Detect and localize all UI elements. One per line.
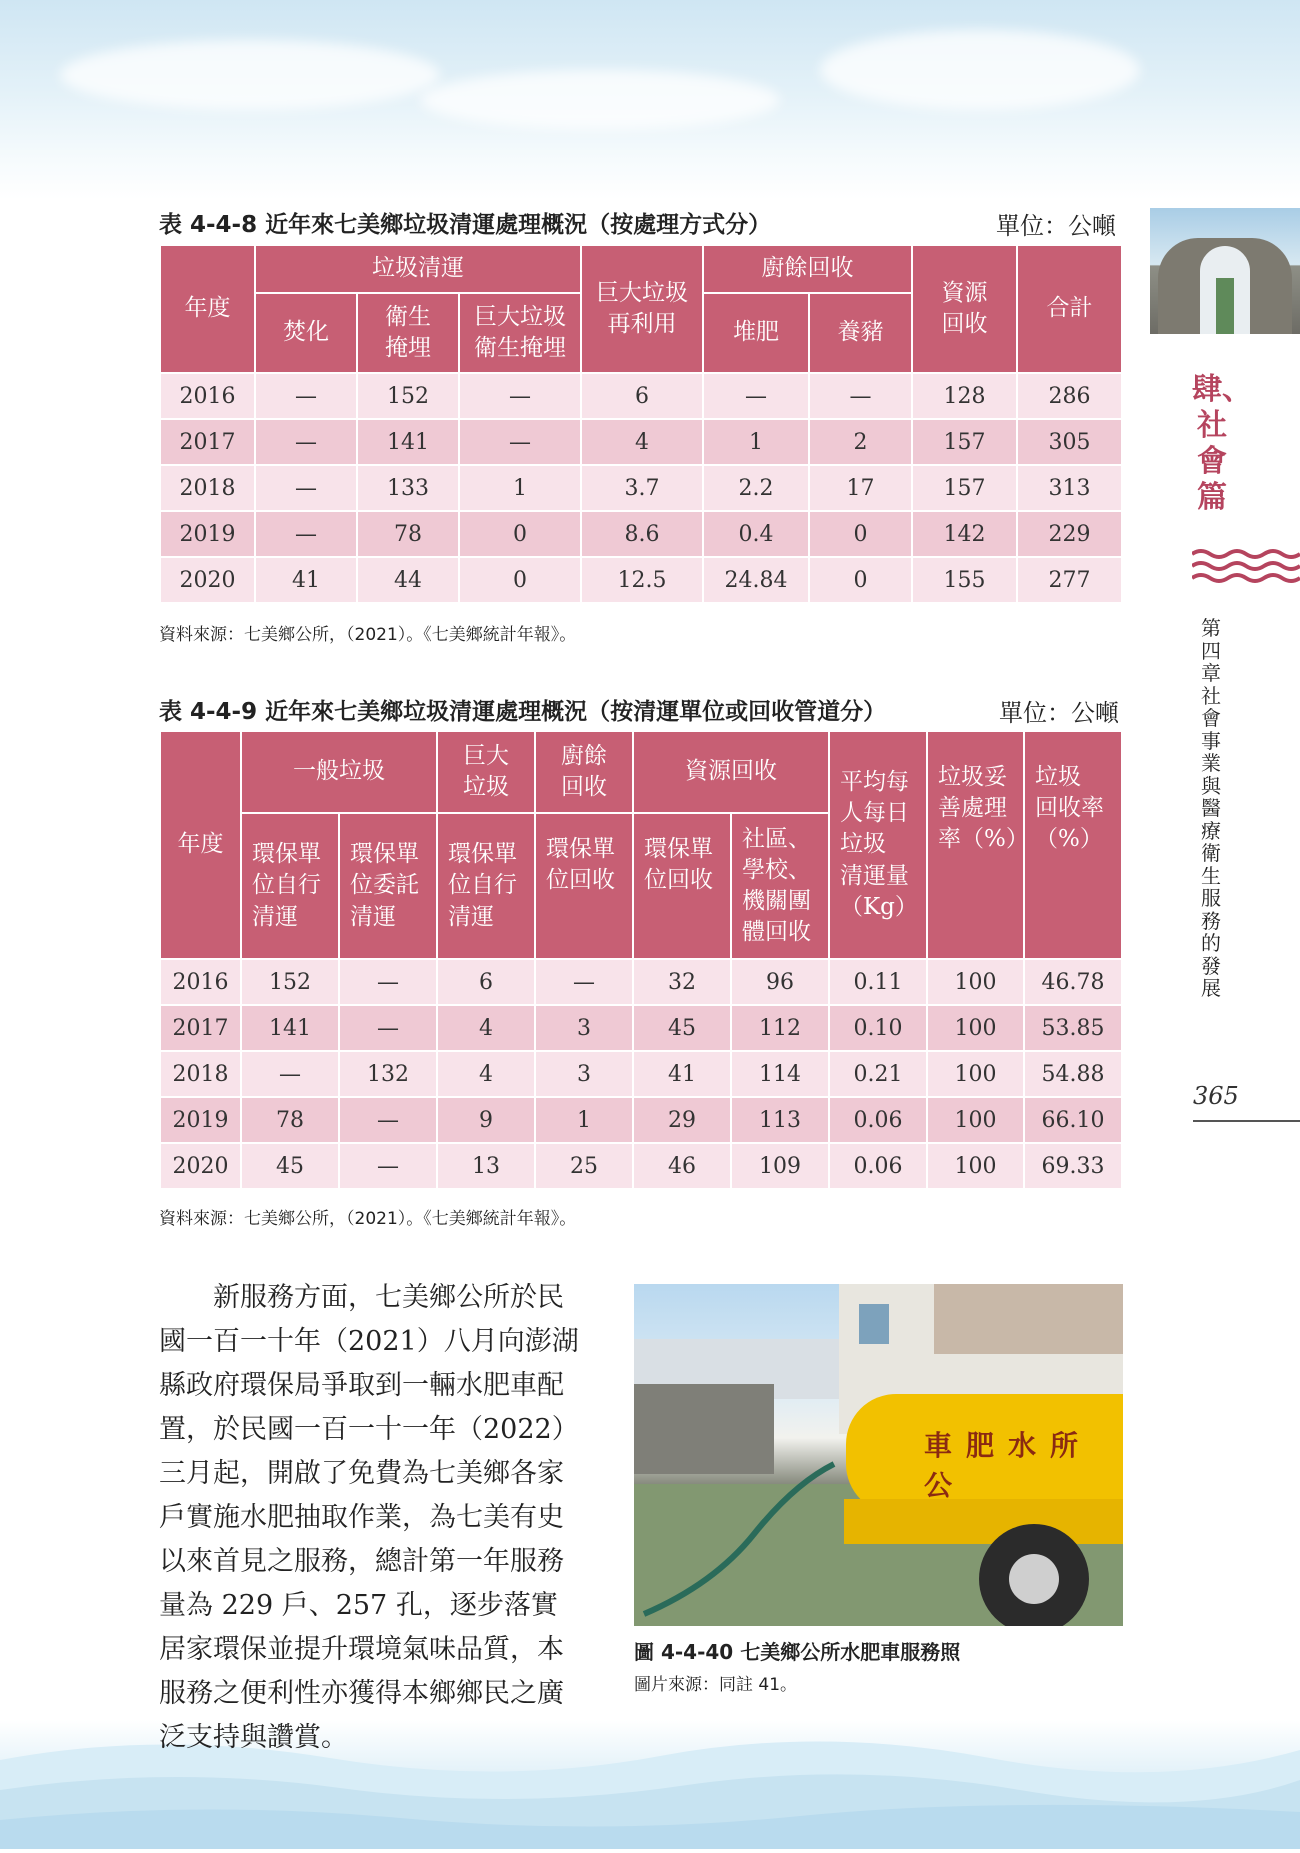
table-cell: 78 [357, 511, 459, 557]
table-cell: 305 [1017, 419, 1122, 465]
table-cell: 277 [1017, 557, 1122, 603]
table-cell: 4 [437, 1005, 535, 1051]
table2-header-resource: 資源回收 [633, 731, 829, 813]
table-cell: 114 [731, 1051, 829, 1097]
table-cell: 0 [809, 511, 912, 557]
figure-caption: 圖 4-4-40 七美鄉公所水肥車服務照 [634, 1640, 961, 1664]
table-cell: 2017 [160, 419, 255, 465]
table-cell: — [339, 1097, 437, 1143]
table-cell: — [255, 373, 357, 419]
table1-header-bulky-landfill: 巨大垃圾 衛生掩埋 [459, 293, 581, 373]
table1-caption: 表 4-4-8 近年來七美鄉垃圾清運處理概況（按處理方式分） [159, 212, 772, 238]
table-cell: 100 [927, 1143, 1024, 1189]
table-cell: 4 [581, 419, 703, 465]
table-cell: 45 [241, 1143, 339, 1189]
table-cell: 69.33 [1024, 1143, 1122, 1189]
table-cell: 2020 [160, 557, 255, 603]
table-cell: 128 [912, 373, 1017, 419]
table1-header-resource: 資源 回收 [912, 245, 1017, 373]
table-cell: 142 [912, 511, 1017, 557]
table-cell: 0 [459, 511, 581, 557]
table1-header-total: 合計 [1017, 245, 1122, 373]
table1-header-kitchen: 廚餘回收 [703, 245, 912, 293]
table-cell: 17 [809, 465, 912, 511]
table-cell: 286 [1017, 373, 1122, 419]
table-cell: 0.06 [829, 1143, 927, 1189]
table-row [160, 1143, 1122, 1189]
table-cell: 2018 [160, 465, 255, 511]
table1-header-compost: 堆肥 [703, 293, 809, 373]
table-cell: — [255, 511, 357, 557]
table-cell: — [339, 959, 437, 1005]
table-cell: 141 [357, 419, 459, 465]
table-cell: 0.06 [829, 1097, 927, 1143]
table-cell: 66.10 [1024, 1097, 1122, 1143]
table-cell: 3 [535, 1051, 633, 1097]
table1-header-landfill: 衛生 掩埋 [357, 293, 459, 373]
sky-background [0, 0, 1300, 200]
table-cell: 2019 [160, 1097, 241, 1143]
table-cell: 157 [912, 419, 1017, 465]
table1-source: 資料來源：七美鄉公所，（2021）。《七美鄉統計年報》。 [159, 625, 577, 645]
table2-header-recycle-rate: 垃圾 回收率 （%） [1024, 731, 1122, 959]
table-cell: 0 [459, 557, 581, 603]
table-cell: 157 [912, 465, 1017, 511]
sidebar-photo-stone-gate [1150, 208, 1300, 334]
table-cell: 78 [241, 1097, 339, 1143]
table-cell: 46 [633, 1143, 731, 1189]
divider [1193, 1120, 1300, 1122]
table2-header-proper-rate: 垃圾妥 善處理 率（%） [927, 731, 1024, 959]
table-cell: 2017 [160, 1005, 241, 1051]
table-cell: 96 [731, 959, 829, 1005]
table-cell: — [703, 373, 809, 419]
table-row [160, 959, 1122, 1005]
table-cell: — [255, 419, 357, 465]
table2-source: 資料來源：七美鄉公所，（2021）。《七美鄉統計年報》。 [159, 1209, 577, 1229]
table-cell: 29 [633, 1097, 731, 1143]
table2-unit: 單位：公噸 [999, 699, 1119, 727]
table-cell: 229 [1017, 511, 1122, 557]
table-cell: 41 [633, 1051, 731, 1097]
table-cell: — [809, 373, 912, 419]
table2 [159, 730, 1123, 1190]
table-cell: 2018 [160, 1051, 241, 1097]
table-row [160, 419, 1122, 465]
table-cell: 132 [339, 1051, 437, 1097]
table2-header-bulky-self: 環保單 位自行 清運 [437, 813, 535, 959]
truck-text: 車肥水所公 [924, 1429, 1093, 1502]
table-cell: — [459, 419, 581, 465]
table-row [160, 1051, 1122, 1097]
table-cell: 4 [437, 1051, 535, 1097]
table2-header-community: 社區、 學校、 機關團 體回收 [731, 813, 829, 959]
table2-header-general: 一般垃圾 [241, 731, 437, 813]
table-cell: — [339, 1143, 437, 1189]
table-cell: 53.85 [1024, 1005, 1122, 1051]
table-cell: 1 [535, 1097, 633, 1143]
table1-unit: 單位：公噸 [996, 212, 1116, 240]
table-cell: 152 [241, 959, 339, 1005]
table-cell: — [459, 373, 581, 419]
table-cell: 141 [241, 1005, 339, 1051]
table2-header-kitchen: 廚餘 回收 [535, 731, 633, 813]
table-cell: 46.78 [1024, 959, 1122, 1005]
table-cell: 0.11 [829, 959, 927, 1005]
table2-header-kitchen-unit: 環保單 位回收 [535, 813, 633, 959]
table1-header-bulky-reuse: 巨大垃圾 再利用 [581, 245, 703, 373]
table2-header-year: 年度 [160, 731, 241, 959]
table-cell: 25 [535, 1143, 633, 1189]
table-cell: 152 [357, 373, 459, 419]
table2-caption: 表 4-4-9 近年來七美鄉垃圾清運處理概況（按清運單位或回收管道分） [159, 699, 887, 725]
sewage-truck-photo [634, 1284, 1123, 1626]
table-cell: 1 [703, 419, 809, 465]
table1-header-garbage: 垃圾清運 [255, 245, 581, 293]
table-cell: 2020 [160, 1143, 241, 1189]
table-cell: — [255, 465, 357, 511]
table-cell: 2.2 [703, 465, 809, 511]
table2-header-commission: 環保單 位委託 清運 [339, 813, 437, 959]
table2-header-self-clean: 環保單 位自行 清運 [241, 813, 339, 959]
table-cell: 8.6 [581, 511, 703, 557]
table-cell: 109 [731, 1143, 829, 1189]
table2-header-bulky: 巨大 垃圾 [437, 731, 535, 813]
table-cell: 12.5 [581, 557, 703, 603]
table-cell: 3 [535, 1005, 633, 1051]
table-cell: 32 [633, 959, 731, 1005]
table1-header-incineration: 焚化 [255, 293, 357, 373]
table-cell: 2019 [160, 511, 255, 557]
table-cell: 54.88 [1024, 1051, 1122, 1097]
table-cell: 133 [357, 465, 459, 511]
table-cell: 112 [731, 1005, 829, 1051]
table-cell: 100 [927, 1097, 1024, 1143]
table-cell: 100 [927, 1005, 1024, 1051]
table-cell: — [241, 1051, 339, 1097]
table2-header-per-capita: 平均每 人每日 垃圾 清運量 （Kg） [829, 731, 927, 959]
table-row [160, 511, 1122, 557]
table-cell: 45 [633, 1005, 731, 1051]
table-cell: 100 [927, 959, 1024, 1005]
table-cell: 0.10 [829, 1005, 927, 1051]
table-cell: 41 [255, 557, 357, 603]
table-cell: 313 [1017, 465, 1122, 511]
table-cell: 9 [437, 1097, 535, 1143]
table-cell: 24.84 [703, 557, 809, 603]
table-row [160, 557, 1122, 603]
table1 [159, 244, 1123, 604]
table-cell: 0.21 [829, 1051, 927, 1097]
table-row [160, 373, 1122, 419]
table-cell: 155 [912, 557, 1017, 603]
table-cell: — [535, 959, 633, 1005]
chapter-title: 第四章 社會事業與醫療衛生服務的發展 [1201, 616, 1241, 1000]
figure-source: 圖片來源：同註 41。 [634, 1675, 798, 1695]
table1-header-year: 年度 [160, 245, 255, 373]
table2-header-resource-unit: 環保單 位回收 [633, 813, 731, 959]
table-row [160, 1005, 1122, 1051]
table-cell: 1 [459, 465, 581, 511]
table-cell: 2016 [160, 373, 255, 419]
table-cell: 2016 [160, 959, 241, 1005]
table-cell: 0.4 [703, 511, 809, 557]
body-paragraph: 新服務方面，七美鄉公所於民國一百一十年（2021）八月向澎湖縣政府環保局爭取到一輛水肥車配置，於民國一百一十一年（2022）三月起，開啟了免費為七美鄉各家戶實施水肥抽取作業，為七美有史以來首見之服務，總計第一年服務量為 229 戶、257 孔，逐步落實居家環保並提升環境氣味品質，本服務之便利性亦獲得本鄉鄉民之廣泛支持與讚賞。 [159, 1282, 579, 1753]
table-row [160, 1097, 1122, 1143]
table-row [160, 465, 1122, 511]
table-cell: 6 [437, 959, 535, 1005]
table1-header-pig: 養豬 [809, 293, 912, 373]
table-cell: 2 [809, 419, 912, 465]
table-cell: — [339, 1005, 437, 1051]
table-cell: 3.7 [581, 465, 703, 511]
page-number: 365 [1193, 1082, 1239, 1110]
table-cell: 44 [357, 557, 459, 603]
table-cell: 100 [927, 1051, 1024, 1097]
table-cell: 13 [437, 1143, 535, 1189]
wave-ornament-icon [1192, 548, 1300, 588]
table-cell: 0 [809, 557, 912, 603]
table-cell: 113 [731, 1097, 829, 1143]
section-title: 肆、社會篇 [1192, 372, 1252, 515]
table-cell: 6 [581, 373, 703, 419]
